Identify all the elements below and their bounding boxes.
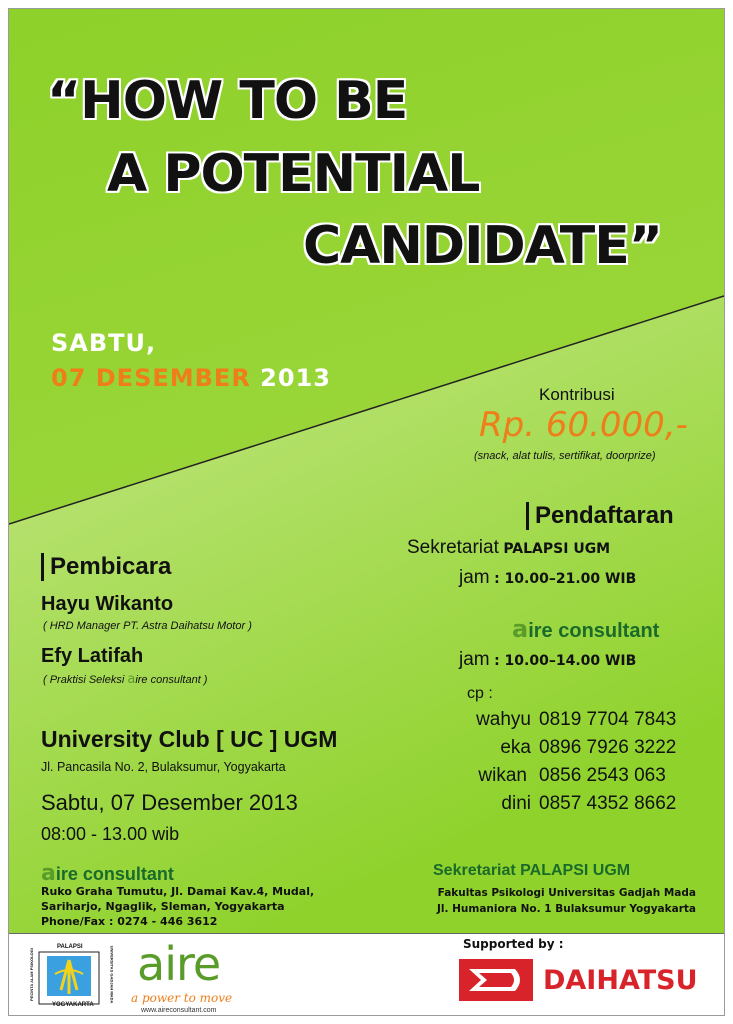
event-date: Sabtu, 07 Desember 2013	[41, 790, 298, 815]
aire-office-line-2: Sariharjo, Ngaglik, Sleman, Yogyakarta	[41, 900, 285, 913]
aire-logo: aire	[137, 937, 221, 991]
palapsi-logo-bottom-text: YOGYAKARTA	[52, 1002, 94, 1008]
aire-office-title	[41, 861, 174, 886]
aire-a-glyph: a	[512, 615, 529, 643]
registration-aire-name: ire consultant	[528, 620, 660, 642]
registration-jam-value-2: : 10.00–14.00 WIB	[494, 653, 637, 669]
aire-tagline: a power to move	[131, 991, 233, 1005]
contact-phone[interactable]: 0819 7704 7843	[539, 709, 677, 730]
speaker-1-name: Hayu Wikanto	[41, 593, 174, 615]
header-day: SABTU,	[51, 329, 157, 357]
contact-phone[interactable]: 0857 4352 8662	[539, 793, 677, 814]
footer-divider	[9, 933, 724, 934]
contact-name: eka	[500, 737, 531, 758]
contact-phone[interactable]: 0856 2543 063	[539, 765, 666, 786]
registration-aire	[512, 615, 659, 643]
header-date-year: 2013	[260, 364, 331, 392]
registration-place-1	[407, 537, 610, 559]
palapsi-logo-right-text: UNIVERSITAS GADJAH MADA	[109, 945, 115, 1004]
contact-row	[449, 709, 699, 737]
registration-jam-label-2: jam	[459, 649, 490, 670]
registration-heading: Pendaftaran	[526, 502, 674, 530]
event-time: 08:00 - 13.00 wib	[41, 824, 180, 844]
header-date-day-month: 07 DESEMBER	[51, 364, 251, 392]
palapsi-logo-top-text: PALAPSI	[57, 944, 83, 950]
contacts-list	[449, 709, 699, 821]
registration-jam-label-1: jam	[459, 567, 490, 588]
aire-a-glyph: a	[127, 672, 136, 687]
speakers-heading: Pembicara	[41, 553, 171, 581]
contacts-label: cp :	[467, 685, 493, 702]
registration-hours-2	[459, 649, 636, 671]
registration-place-1-prefix: Sekretariat	[407, 537, 499, 558]
palapsi-logo-graphic	[19, 944, 119, 1010]
title-line-1: “HOW TO BE	[47, 71, 408, 131]
speaker-2-role-prefix: ( Praktisi Seleksi	[43, 674, 128, 686]
palapsi-office-line-1: Fakultas Psikologi Universitas Gadjah Mada	[437, 887, 696, 899]
speaker-2-role-suffix: ire consultant )	[135, 674, 208, 686]
aire-office-name: ire consultant	[55, 864, 174, 884]
aire-office-line-3: Phone/Fax : 0274 - 446 3612	[41, 915, 218, 928]
speaker-2-name: Efy Latifah	[41, 645, 144, 667]
contribution-price: Rp. 60.000,-	[479, 405, 688, 445]
palapsi-office-title: Sekretariat PALAPSI UGM	[433, 862, 631, 879]
contact-row	[449, 737, 699, 765]
contact-name: wahyu	[476, 709, 531, 730]
aire-office-address	[41, 884, 314, 929]
registration-hours-1	[459, 567, 636, 589]
speaker-1-role: ( HRD Manager PT. Astra Daihatsu Motor )	[43, 620, 252, 632]
contact-row	[449, 765, 699, 793]
contact-row	[449, 793, 699, 821]
palapsi-logo-left-text: PECINTA ALAM PSIKOLOGI	[28, 948, 34, 1001]
supported-by-label: Supported by :	[463, 937, 564, 951]
contact-name: dini	[501, 793, 531, 814]
daihatsu-logo	[459, 955, 699, 1005]
contribution-includes: (snack, alat tulis, sertifikat, doorprize)	[474, 450, 656, 462]
poster	[8, 8, 725, 1016]
title-line-2: A POTENTIAL	[107, 144, 480, 204]
aire-a-glyph: a	[41, 861, 56, 886]
palapsi-office-line-2: Jl. Humaniora No. 1 Bulaksumur Yogyakarta	[436, 903, 696, 915]
aire-url[interactable]: www.aireconsultant.com	[141, 1007, 217, 1014]
daihatsu-wordmark: DAIHATSU	[543, 964, 698, 996]
contact-phone[interactable]: 0896 7926 3222	[539, 737, 677, 758]
palapsi-logo	[19, 944, 119, 1010]
title-line-3: CANDIDATE”	[303, 216, 662, 276]
venue-address: Jl. Pancasila No. 2, Bulaksumur, Yogyakarta	[41, 760, 286, 774]
registration-place-1-name: PALAPSI UGM	[503, 541, 611, 557]
contact-name: wikan	[478, 765, 527, 786]
venue-name: University Club [ UC ] UGM	[41, 726, 338, 752]
speaker-2-role	[43, 672, 207, 687]
contribution-label: Kontribusi	[539, 385, 615, 404]
aire-office-line-1: Ruko Graha Tumutu, Jl. Damai Kav.4, Mudal,	[41, 885, 315, 898]
registration-jam-value-1: : 10.00–21.00 WIB	[494, 571, 637, 587]
daihatsu-emblem-icon	[459, 959, 533, 1001]
palapsi-office-address	[385, 885, 696, 917]
header-date	[51, 364, 331, 392]
